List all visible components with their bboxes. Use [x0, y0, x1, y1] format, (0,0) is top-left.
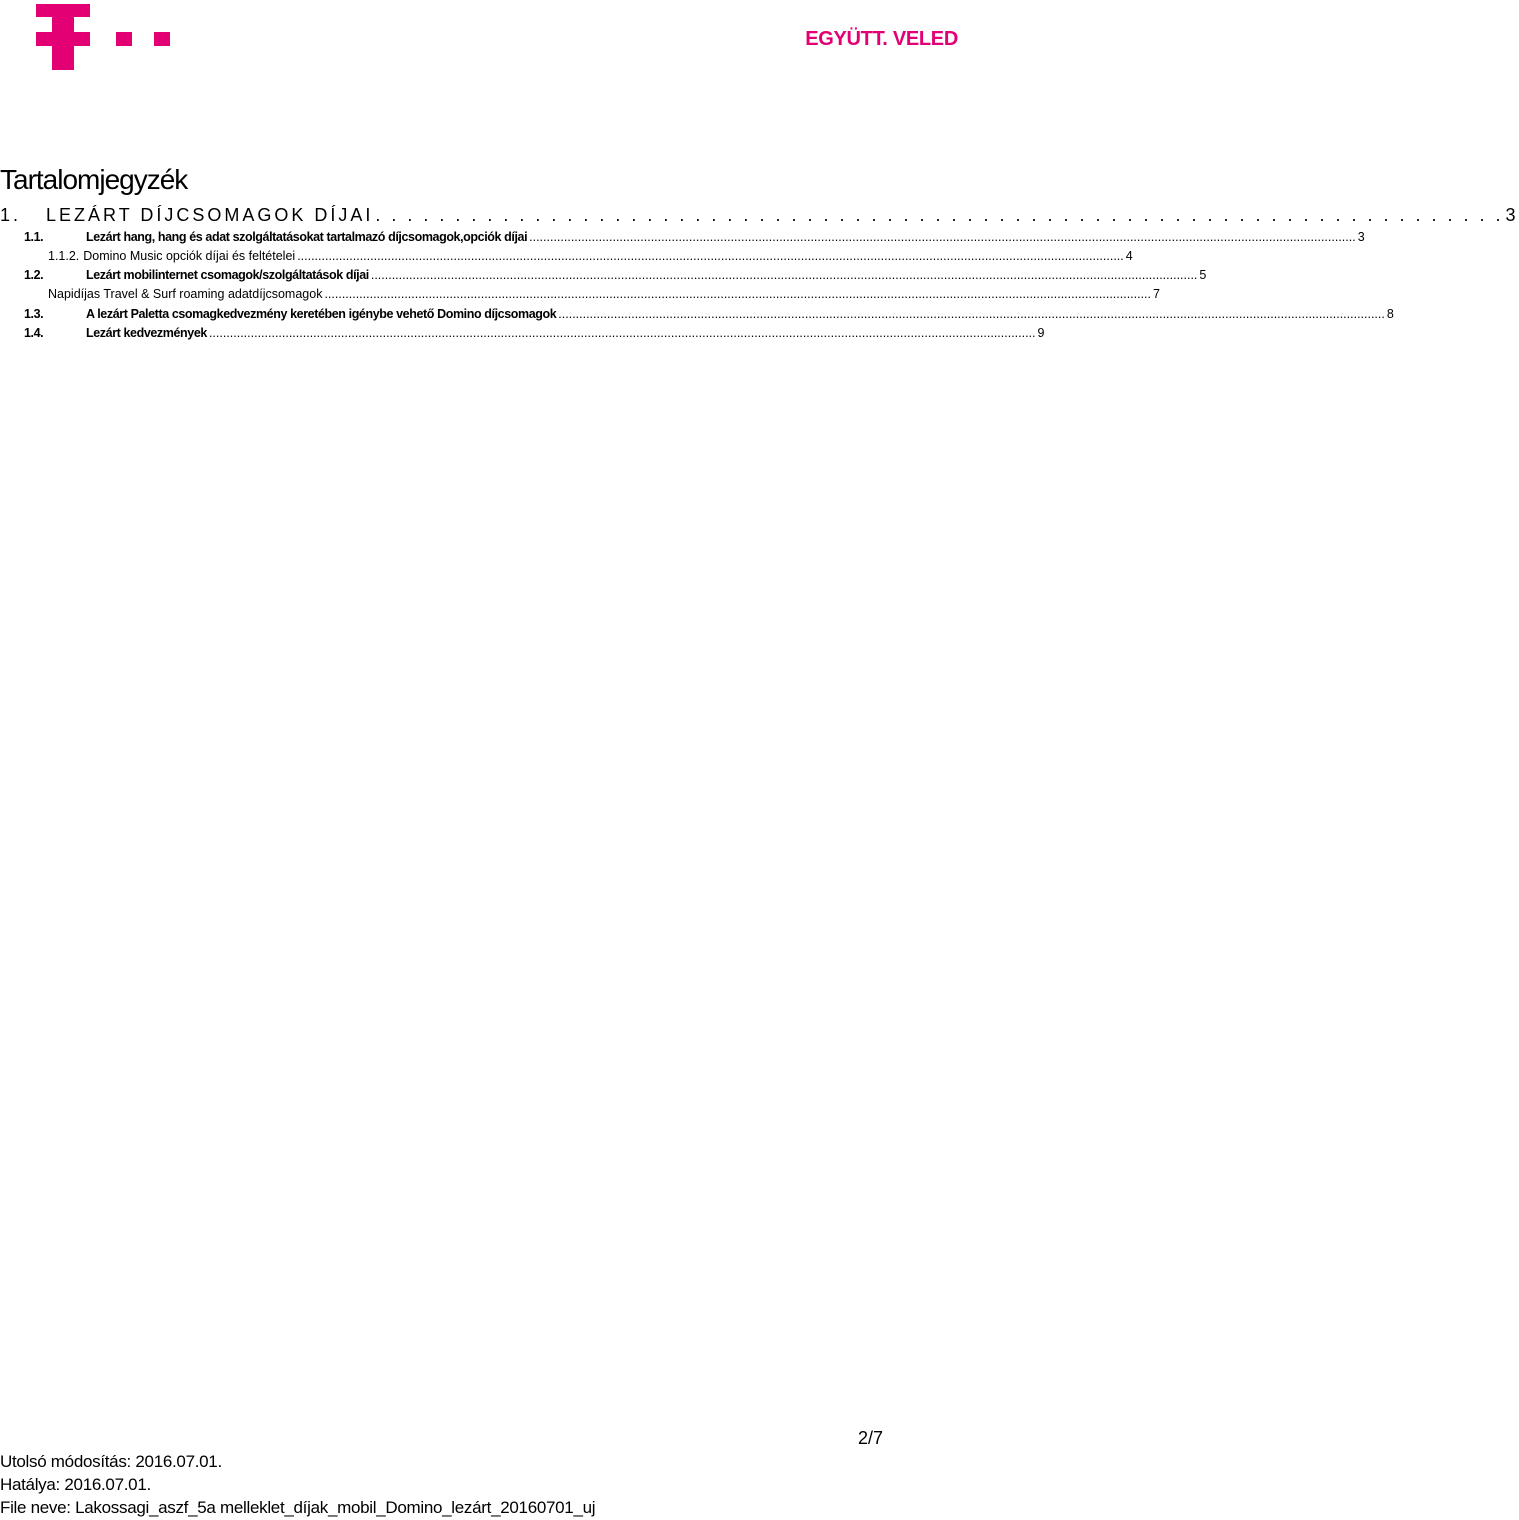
- toc-entry-1-4[interactable]: [24, 326, 1045, 340]
- toc-entry-page: 3: [1505, 205, 1519, 225]
- telekom-logo: [36, 4, 172, 70]
- toc-entry-1-2[interactable]: [24, 268, 1207, 282]
- toc-entry-label: Napidíjas Travel & Surf roaming adatdíjcsomagok: [48, 287, 323, 301]
- toc-entry-label: Lezárt mobilinternet csomagok/szolgáltatások díjai: [86, 268, 369, 282]
- toc-entry-page: 4: [1125, 249, 1133, 263]
- toc-entry-label: A lezárt Paletta csomagkedvezmény keretében igénybe vehető Domino díjcsomagok: [86, 307, 557, 321]
- footer-filename: File neve: Lakossagi_aszf_5a melleklet_díjak_mobil_Domino_lezárt_20160701_uj: [0, 1498, 596, 1517]
- toc-leader-dots: ..............................................................................................................................................................................................................................................: [297, 249, 1124, 263]
- toc-title: Tartalomjegyzék: [0, 164, 188, 195]
- toc-entry-page: 5: [1199, 268, 1207, 282]
- toc-leader-dots: ..............................................................................................................................................................................................................................................: [558, 307, 1385, 321]
- brand-tagline: EGYÜTT. VELED: [805, 28, 958, 50]
- toc-leader-dots: ..............................................................................................................................................................................................................................................: [370, 268, 1198, 282]
- toc-entry-page: 9: [1037, 326, 1045, 340]
- toc-entry-1-1[interactable]: [24, 230, 1365, 244]
- toc-entry-number: 1.4.: [24, 326, 44, 340]
- page-number: 2/7: [858, 1428, 884, 1448]
- toc-leader-dots: ..............................................................................................................................................................................................................................................: [324, 287, 1152, 301]
- toc-entry-label: Lezárt kedvezmények: [86, 326, 207, 340]
- toc-entry-number: 1.1.2.: [48, 249, 80, 263]
- toc-entry-number: 1.: [0, 205, 22, 225]
- toc-entry-1[interactable]: [0, 205, 1519, 226]
- toc-entry-number: 1.2.: [24, 268, 44, 282]
- footer-effective: Hatálya: 2016.07.01.: [0, 1475, 151, 1494]
- footer-modified: Utolsó módosítás: 2016.07.01.: [0, 1452, 222, 1471]
- toc-entry-label: LEZÁRT DÍJCSOMAGOK DÍJAI: [46, 205, 374, 225]
- toc-entry-page: 7: [1153, 287, 1160, 301]
- toc-leader-dots: ..............................................................................................................................................................................................................................................: [208, 326, 1036, 340]
- toc-entry-travel-surf[interactable]: [48, 287, 1160, 301]
- toc-entry-1-3[interactable]: [24, 307, 1394, 321]
- toc-leader-dots: ..............................................................................................................................................................................................................................................: [529, 230, 1356, 244]
- toc-entry-number: 1.1.: [24, 230, 44, 244]
- toc-leader-dots: . . . . . . . . . . . . . . . . . . . . . . . . . . . . . . . . . . . . . . . . . . . . . . . . . . . . . . . . . . . . . . . . . . . . . . .: [375, 205, 1504, 225]
- toc-entry-label: Domino Music opciók díjai és feltételei: [83, 249, 296, 263]
- toc-entry-page: 3: [1357, 230, 1365, 244]
- toc-entry-page: 8: [1386, 307, 1394, 321]
- toc-entry-number: 1.3.: [24, 307, 44, 321]
- toc-entry-1-1-2[interactable]: [48, 249, 1133, 263]
- toc-entry-label: Lezárt hang, hang és adat szolgáltatásokat tartalmazó díjcsomagok,opciók díjai: [86, 230, 528, 244]
